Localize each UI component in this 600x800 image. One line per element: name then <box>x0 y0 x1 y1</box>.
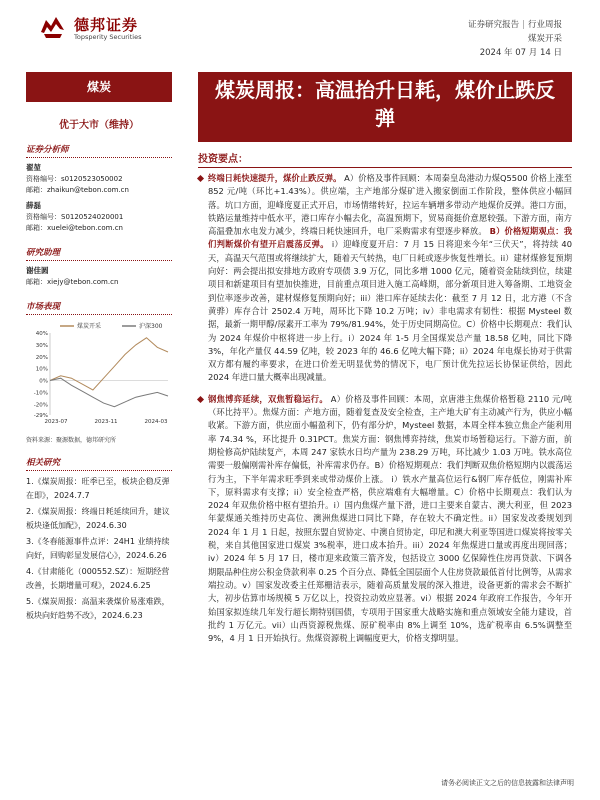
y-tick-label: -20% <box>33 402 48 409</box>
analyst-cert: 资格编号：s0120523050002 <box>26 175 123 183</box>
analyst-name: 薛磊 <box>26 201 41 210</box>
analyst-name: 翟堃 <box>26 163 41 172</box>
assistant <box>26 265 172 288</box>
paragraph-lead: 终端日耗快速提升，煤价止跌反弹。 <box>208 173 342 183</box>
y-tick-label: 10% <box>35 366 48 373</box>
disclaimer: 请务必阅读正文之后的信息披露和法律声明 <box>441 779 574 787</box>
invest-heading: 投资要点： <box>198 150 572 168</box>
assistant-email[interactable]: 邮箱：xiejy@tebon.com.cn <box>26 278 119 286</box>
report-type: 证券研究报告 <box>468 20 520 30</box>
y-tick-label: 40% <box>35 331 48 337</box>
analyst-2 <box>26 200 172 234</box>
analyst-heading: 证券分析师 <box>26 143 172 158</box>
market-heading: 市场表现 <box>26 300 172 315</box>
series-line-0 <box>50 338 168 390</box>
diamond-bullet-icon <box>197 396 204 403</box>
series-line-1 <box>50 378 168 407</box>
analyst-email[interactable]: 邮箱：zhaikun@tebon.com.cn <box>26 186 129 194</box>
analyst-cert: 资格编号：S0120524020001 <box>26 213 124 221</box>
diamond-bullet-icon <box>197 175 204 182</box>
market-chart <box>26 319 172 433</box>
report-sector: 煤炭开采 <box>527 34 562 44</box>
related-item[interactable]: 5.《煤炭周报：高温来袭煤价易涨难跌，板块向好趋势不改》，2024.6.23 <box>26 597 170 620</box>
y-tick-label: -10% <box>33 390 48 397</box>
x-tick-label: 2023-07 <box>44 419 68 425</box>
paragraph-thermal-coal <box>198 172 572 385</box>
related-item[interactable]: 1.《煤炭周报：旺季已至，板块企稳反弹在即》，2024.7.7 <box>26 477 170 500</box>
assistant-heading: 研究助理 <box>26 246 172 261</box>
paragraph-coking-coal <box>198 393 572 646</box>
report-category: 行业周报 <box>527 20 562 30</box>
y-tick-label: 0% <box>39 378 48 385</box>
x-tick-label: 2024-03 <box>144 419 168 425</box>
sector-banner: 煤炭 <box>26 72 172 102</box>
report-meta: 证券研究报告 | 行业周报 煤炭开采 2024 年 07 月 14 日 <box>468 20 562 58</box>
paragraph-text: A）价格及事件回顾：本周，京唐港主焦煤价格暂稳 2110 元/吨（环比持平）。焦煤方面：产地方面，随着复查及安全检查，主产地大矿有主动减产行为，供应小幅收紧。下游方面，供应面小幅盈利下，仍有部分炉，Mysteel 数据，本周全样本独立焦企产能利用率 74.34 %，环比提升 0.31PCT。焦炭方面：钢焦博弈持续，焦炭市场暂稳运行。下游方面，前期检修高炉陆续复产，本周 247 家铁水日均产量为 238.29 万吨，环比减少 1.03 万吨。铁水高位需要一般偏刚需补库存偏低，补库需求仍存。B）价格短期观点：我们判断双焦价格短期内以震荡运行为主，下半年需求旺季到来或带动煤价上涨。 <box>208 393 572 484</box>
y-tick-label: -29% <box>33 413 48 419</box>
x-tick-label: 2023-11 <box>94 419 118 425</box>
analyst-1 <box>26 162 172 196</box>
brand-name-en: Topsperity Securities <box>74 33 142 41</box>
paragraph-text: i）迎峰度夏开启：7 月 15 日将迎来今年“三伏天”，将持续 40 天，高温天气范围或将继续扩大，随着天气转热，电厂日耗或逐步恢复性增长。ii）建材煤修复预期向好：两会提出拟安排地方政府专项债 3.9 万亿，同比多增 1000 亿元，随着资金陆续到位，续建项目和新建项目有望加快推进，目前重点项目进入施工高峰期，部分新项目进入筹备期、工地资金到位率逐步改善，建材煤修复预期向好；iii）港口库存延续去化：截至 7 月 12 日，北方港（不含黄骅）库存合计 2502.4 万吨，周环比下降 10.2 万吨；iv）非电需求有韧性：根据 Mysteel 数据，最新一期甲醇/尿素开工率为 79%/81.94%，处于历史同期高位。C）价格中长期观点：我们认为 2024 年煤价中枢将进一步上行。i）2024 年 1-5 月全国煤炭总产量 18.58 亿吨，同比下降 3%，年化产量仅 44.59 亿吨，较 2023 年的 46.6 亿吨大幅下降；ii）2024 年电煤长协对于供需双方都有履约率要求，在进口价差无明显优势的情况下，电厂预计优先拉运长协保证供给，因此 2024 年进口量大概率出现减量。 <box>208 239 572 383</box>
related-item[interactable]: 2.《煤炭周报：终端日耗延续回升，建议板块逢低加配》，2024.6.30 <box>26 507 170 530</box>
y-tick-label: 30% <box>35 342 48 349</box>
related-heading: 相关研究 <box>26 456 172 471</box>
market-chart-svg <box>26 319 172 429</box>
paragraph-lead: 钢焦博弈延续，双焦暂稳运行。 <box>208 393 328 404</box>
rating: 优于大市（维持） <box>59 120 139 131</box>
legend-label: 沪深300 <box>139 323 163 330</box>
related-item[interactable]: 4.《甘肃能化（000552.SZ）：短期经营改善，长期增量可观》，2024.6.25 <box>26 567 170 590</box>
chart-source: 资料来源：聚源数据，德邦研究所 <box>26 437 117 444</box>
paragraph-key-view: B）价格短期观点：我们判断煤价有望开启震荡反弹。 <box>208 226 572 250</box>
report-title: 煤炭周报：高温抬升日耗，煤价止跌反弹 <box>198 72 572 142</box>
related-list <box>26 475 172 623</box>
paragraph-text: i）铁水产量高位运行&钢厂库存低位，刚需补库下，原料需求有支撑；ii）安全检查严格，供应端难有大幅增量。C）价格中长期观点：我们认为 2024 年双焦价格中枢有望抬升。i）国内焦煤产量下滑，进口主要来自蒙古、澳大利亚，但 2023 年蒙煤通关维持历史高位、澳洲焦煤进口同比下降，存在较大不确定性。ii）国家发改委规划到 2024 年 1 月 1 日起，按照东盟自贸协定、中澳自贸协定，印尼和澳大利亚等国进口煤炭将按零关税，来自其他国家进口煤炭 3%税率，进口成本抬升。iii）2024 年焦煤进口量或再度出现回落；iv）2024 年 5 月 17 日，楼市迎来政策三箭齐发，包括设立 3000 亿保障性住房再贷款、下调各期限品种住房公积金贷款利率 0.25 个百分点、降低全国层面个人住房贷款最低首付比例等，从需求端拉动。v）国家发改委主任郑栅洁表示，随着高质量发展的深入推进，设备更新的需求会不断扩大，初步估算市场规模 5 万亿以上，投资拉动效应显著。vi）根据 2024 年政府工作报告，今年开始国家拟连续几年发行超长期特别国债，专项用于国家重大战略实施和重点领域安全能力建设，首批约 1 万亿元。vii）山西资源税焦煤、原矿税率由 8%上调至 10%，选矿税率由 6.5%调整至 9%，4 月 1 日开始执行。焦煤资源税上调幅度更大，价格支撑明显。 <box>208 473 573 644</box>
bull-logo-icon <box>38 12 68 42</box>
report-date: 2024 年 07 月 14 日 <box>479 48 562 58</box>
assistant-name: 谢佳圆 <box>26 266 49 275</box>
brand-name-cn: 德邦证券 <box>74 16 139 34</box>
paragraph-text: A）价格及事件回顾：本周秦皇岛港动力煤Q5500 价格上涨至 852 元/吨（环比+1.43%）。供应端，主产地部分煤矿进入搬家倒面工作阶段，整体供应小幅回落。坑口方面，迎峰度夏正式开启，市场情绪转好，拉运车辆增多带动产地煤价反弹。港口方面，铁路运量维持中低水平，港口库存小幅去化，高温预期下，贸易商挺价意愿较强。下游方面，南方高温叠加水电发力减少，终端日耗快速回升，电厂采购需求有望逐步释放。 <box>208 173 572 237</box>
analyst-email[interactable]: 邮箱：xuelei@tebon.com.cn <box>26 224 123 232</box>
y-tick-label: 20% <box>35 354 48 361</box>
sidebar <box>26 72 172 625</box>
legend-label: 煤炭开采 <box>77 323 102 330</box>
related-item[interactable]: 3.《冬春能源事件点评：24H1 业绩持续向好，回购彰显发展信心》，2024.6.26 <box>26 537 170 560</box>
brand-logo <box>38 10 178 50</box>
main-content <box>198 72 572 645</box>
